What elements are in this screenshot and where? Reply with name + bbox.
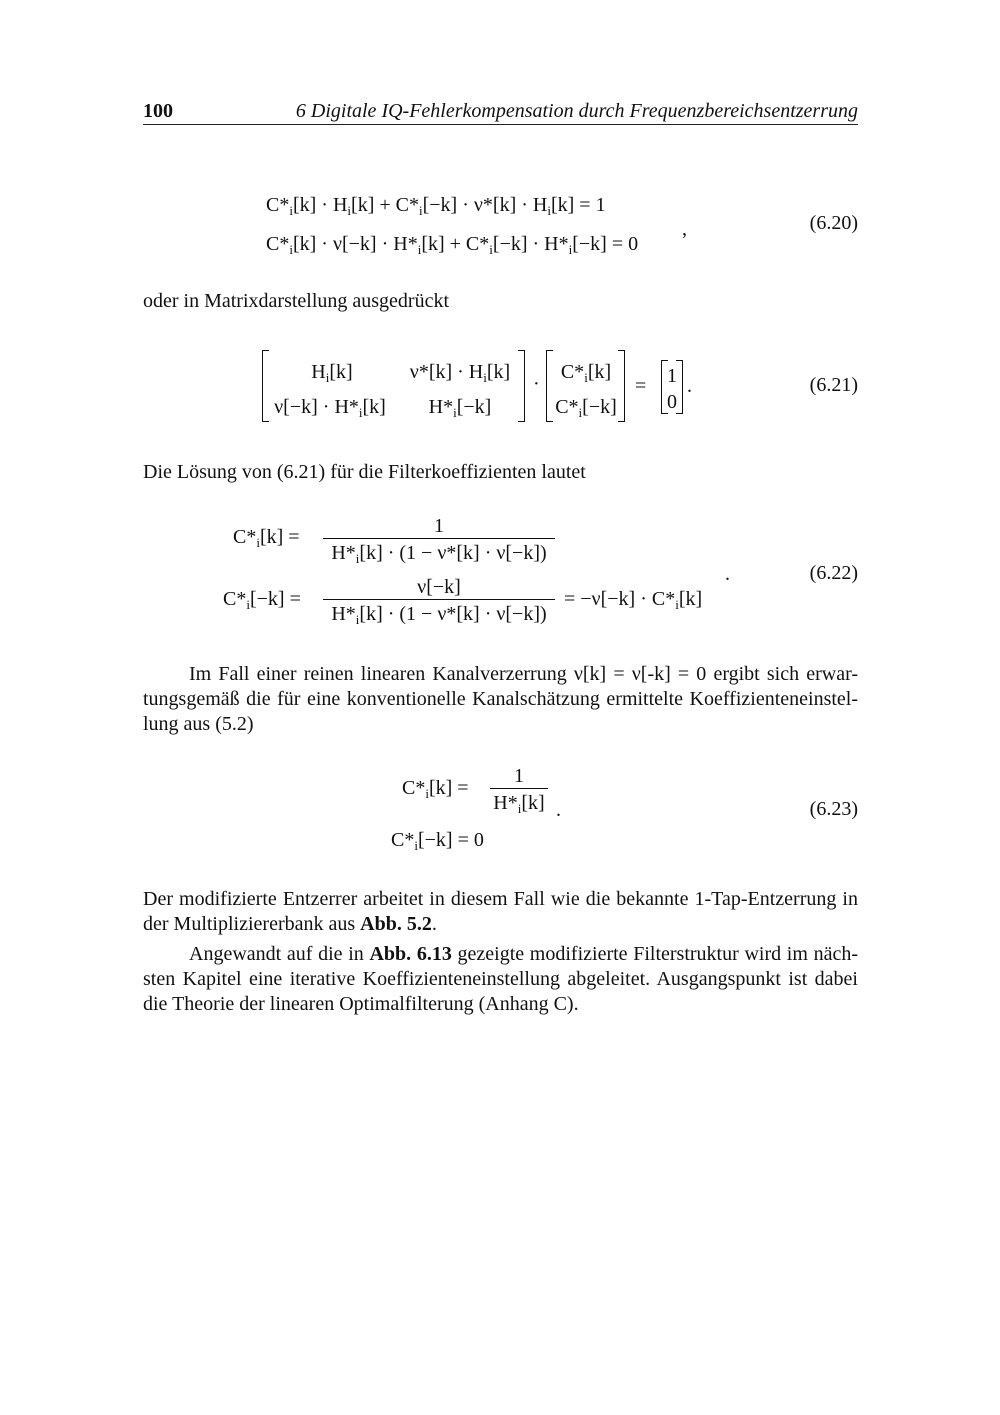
- equation-6-23-period: .: [556, 799, 561, 821]
- paragraph-modified-equalizer: [143, 887, 858, 937]
- text-solution-intro: Die Lösung von (6.21) für die Filterkoeffizienten lautet: [143, 461, 586, 483]
- figure-ref-6-13: Abb. 6.13: [369, 943, 452, 965]
- para3-line-3: die Theorie der linearen Optimalfilterung (Anhang C).: [143, 993, 579, 1015]
- eq622-denominator-2: $H*_i[k] \cdot (1 - \nu*[k] \cdot \nu[-k])$: [331, 603, 547, 627]
- eq622-fraction-bar-2: [323, 599, 555, 600]
- para1-line-2: tungsgemäß die für eine konventionelle Kanalschätzung ermittelte Koeffizienteneinstel-: [143, 688, 858, 710]
- para3-line-2: sten Kapitel eine iterative Koeffizienteneinstellung abgeleitet. Ausgangspunkt ist dabei: [143, 968, 858, 990]
- vector-c-right-bracket: [618, 350, 625, 422]
- running-title: 6 Digitale IQ-Fehlerkompensation durch Frequenzbereichsentzerrung: [295, 100, 858, 122]
- vector-rhs-entry-1: 1: [667, 365, 677, 387]
- para2-line-2: der Multipliziererbank aus Abb. 5.2.: [143, 913, 437, 935]
- paragraph-next-chapter: [143, 942, 858, 1017]
- eq622-denominator-1: $H*_i[k] \cdot (1 - \nu*[k] \cdot \nu[-k])$: [331, 542, 547, 566]
- equation-number-6-23: (6.23): [809, 798, 858, 820]
- matrix-dot: ·: [533, 373, 540, 395]
- vector-c-entry-2: $C*_i[-k]$: [555, 396, 617, 420]
- eq623-denominator: $H*_i[k]$: [493, 792, 545, 816]
- page-number: 100: [143, 100, 173, 122]
- equation-6-20-comma: ,: [682, 218, 687, 240]
- eq623-lhs-1: $C*_i[k]$ =: [402, 777, 469, 801]
- eq622-rhs-2: = $-\nu[-k] \cdot C*_i[k]$: [564, 588, 703, 612]
- matrix-cell-21: $\nu[-k] \cdot H*_i[k]$: [274, 396, 386, 420]
- eq622-numerator-1: 1: [434, 515, 444, 537]
- matrix-cell-22: $H*_i[-k]$: [428, 396, 492, 420]
- equation-6-21-period: .: [687, 375, 692, 397]
- matrix-cell-12: $\nu*[k] \cdot H_i[k]$: [409, 361, 511, 385]
- text-matrix-intro: oder in Matrixdarstellung ausgedrückt: [143, 290, 450, 312]
- para3-line-1: Angewandt auf die in Abb. 6.13 gezeigte modifizierte Filterstruktur wird im näch-: [189, 943, 858, 965]
- eq622-lhs-1: $C*_i[k]$ =: [233, 526, 300, 550]
- matrix-equals: =: [635, 375, 647, 397]
- eq623-fraction-bar: [490, 788, 548, 789]
- equation-6-22-period: .: [725, 563, 730, 585]
- eq622-fraction-bar-1: [323, 538, 555, 539]
- equation-number-6-22: (6.22): [809, 562, 858, 584]
- equation-number-6-20: (6.20): [809, 212, 858, 234]
- para2-line-1: Der modifizierte Entzerrer arbeitet in diesem Fall wie die bekannte 1-Tap-Entzerrung in: [143, 888, 858, 910]
- para1-line-1: Im Fall einer reinen linearen Kanalverzerrung ν[k] = ν[-k] = 0 ergibt sich erwar-: [189, 663, 858, 685]
- equation-number-6-21: (6.21): [809, 374, 858, 396]
- equation-6-20-line-2: $C*_i[k] \cdot \nu[-k] \cdot H*_i[k] + C*_i[-k] \cdot H*_i[-k] = 0$: [266, 233, 639, 257]
- vector-c-entry-1: $C*_i[k]$: [560, 361, 612, 385]
- vector-rhs-right-bracket: [676, 360, 683, 414]
- matrix-right-bracket: [518, 350, 525, 422]
- para1-line-3: lung aus (5.2): [143, 713, 254, 735]
- page-header: [143, 98, 858, 125]
- eq622-lhs-2: $C*_i[-k]$ =: [223, 588, 301, 612]
- figure-ref-5-2: Abb. 5.2: [360, 913, 432, 935]
- eq622-numerator-2: ν[−k]: [417, 576, 461, 598]
- eq623-lhs-2: $C*_i[-k] = 0$: [391, 829, 484, 853]
- equation-6-20-line-1: $C*_i[k] \cdot H_i[k] + C*_i[-k] \cdot \nu*[k] \cdot H_i[k] = 1$: [266, 194, 606, 218]
- paragraph-linear-distortion: [143, 662, 858, 737]
- vector-rhs-entry-2: 0: [667, 391, 677, 413]
- matrix-cell-11: $H_i[k]$: [311, 361, 353, 385]
- eq623-numerator: 1: [514, 765, 524, 787]
